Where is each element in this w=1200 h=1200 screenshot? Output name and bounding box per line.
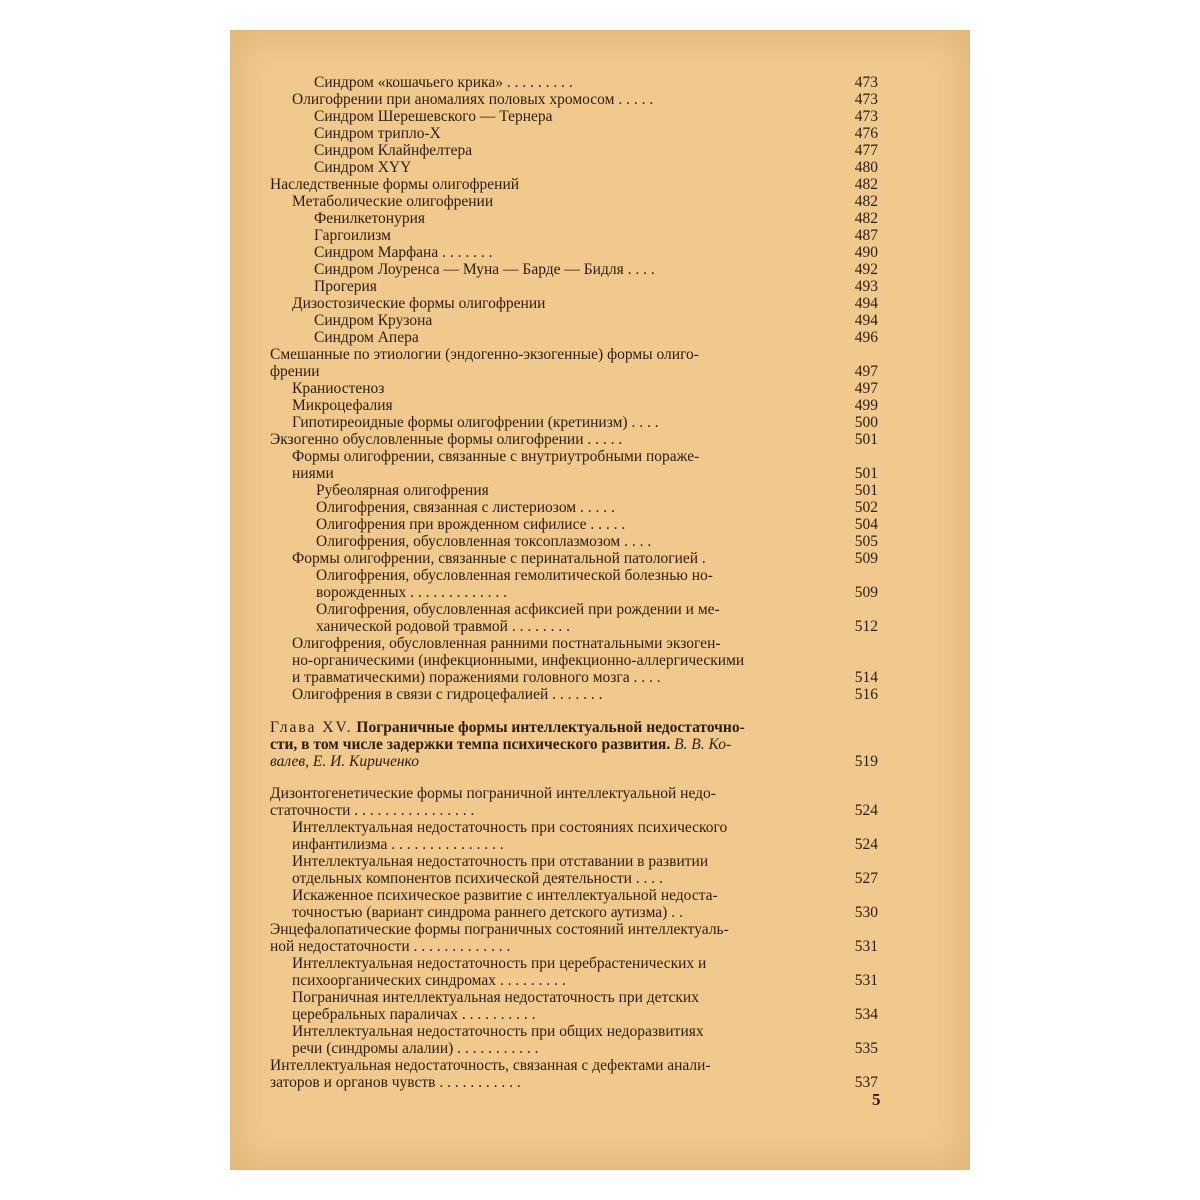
toc-entry (270, 295, 878, 312)
toc-entry (270, 1040, 878, 1057)
toc-entry (270, 74, 878, 91)
toc-entry (270, 686, 878, 703)
toc-entry (270, 397, 878, 414)
toc-entry-title: Олигофрения, обусловленная асфиксией при рождении и ме- (316, 601, 720, 618)
toc-entry-page: 531 (854, 972, 878, 989)
toc-entry-title: Энцефалопатические формы пограничных состояний интеллектуаль- (270, 921, 729, 938)
toc-entry-title: Олигофрения, обусловленная токсоплазмозом . . . . (316, 533, 652, 550)
toc-entry-title: Интеллектуальная недостаточность при отставании в развитии (292, 853, 709, 870)
toc-entry-page: 502 (854, 499, 878, 516)
toc-entry-title: френии (270, 363, 320, 380)
toc-entry (270, 1057, 878, 1074)
toc-entry-title: Олигофрения при врожденном сифилисе . . . . . (316, 516, 626, 533)
toc-entry-title: Синдром Крузона (314, 312, 433, 329)
toc-entry-title: Интеллектуальная недостаточность при церебрастенических и (292, 955, 707, 972)
toc-entry-page: 527 (854, 870, 878, 887)
toc-entry-title: Краниостеноз (292, 380, 385, 397)
toc-entry-title: Гипотиреоидные формы олигофрении (кретинизм) . . . . (292, 414, 659, 431)
toc-entry-title: точностью (вариант синдрома раннего детского аутизма) . . (292, 904, 683, 921)
toc-entry-title: Интеллектуальная недостаточность при состояниях психического (292, 819, 728, 836)
toc-entry-title: Синдром Лоуренса — Муна — Барде — Бидля . . . . (314, 261, 655, 278)
toc-entry (270, 567, 878, 584)
chapter-heading (270, 719, 878, 770)
toc-entry (270, 499, 878, 516)
toc-entry-title: Интеллектуальная недостаточность, связанная с дефектами анали- (270, 1057, 711, 1074)
toc-entry (270, 785, 878, 802)
toc-entry-page: 482 (854, 193, 878, 210)
toc-entry-page: 504 (854, 516, 878, 533)
toc-entry (270, 142, 878, 159)
toc-entry (270, 870, 878, 887)
toc-entry (270, 1006, 878, 1023)
toc-entry-title: ниями (292, 465, 334, 482)
toc-entry-title: Синдром XYY (314, 159, 412, 176)
toc-entry (270, 516, 878, 533)
toc-entry-page: 499 (854, 397, 878, 414)
toc-entry-page: 477 (854, 142, 878, 159)
toc-entry-title: Искаженное психическое развитие с интеллектуальной недоста- (292, 887, 718, 904)
toc-entry (270, 972, 878, 989)
toc-entry-title: Рубеолярная олигофрения (316, 482, 489, 499)
toc-entry (270, 887, 878, 904)
toc-entry-title: Микроцефалия (292, 397, 393, 414)
table-of-contents (270, 74, 878, 1091)
toc-entry (270, 380, 878, 397)
toc-entry (270, 819, 878, 836)
toc-entry-page: 516 (854, 686, 878, 703)
toc-entry-title: Формы олигофрении, связанные с внутриутробными пораже- (292, 448, 700, 465)
toc-entry-title: Синдром Клайнфелтера (314, 142, 473, 159)
toc-entry (270, 853, 878, 870)
toc-entry-page: 487 (854, 227, 878, 244)
toc-entry (270, 159, 878, 176)
toc-entry-title: Олигофрения, связанная с листериозом . . . . . (316, 499, 615, 516)
toc-entry-page: 473 (854, 74, 878, 91)
toc-entry (270, 108, 878, 125)
toc-entry (270, 955, 878, 972)
chapter-title-line1: Пограничные формы интеллектуальной недостаточно- (356, 719, 745, 736)
toc-entry (270, 363, 878, 380)
toc-entry-title: Олигофрения, обусловленная гемолитической болезнью но- (316, 567, 713, 584)
toc-entry-title: ворожденных . . . . . . . . . . . . . (316, 584, 508, 601)
toc-section-borderline (270, 785, 878, 1091)
toc-entry (270, 635, 878, 652)
toc-entry-title: заторов и органов чувств . . . . . . . . . . . (270, 1074, 521, 1091)
toc-entry (270, 261, 878, 278)
toc-entry-page: 497 (854, 380, 878, 397)
toc-entry (270, 176, 878, 193)
toc-entry-page: 493 (854, 278, 878, 295)
toc-entry-page: 476 (854, 125, 878, 142)
chapter-authors-part1: В. В. Ко- (674, 736, 732, 753)
toc-entry-title: психоорганических синдромах . . . . . . . . . (292, 972, 566, 989)
toc-entry-title: Метаболические олигофрении (292, 193, 494, 210)
toc-entry-page: 534 (854, 1006, 878, 1023)
toc-entry-title: ханической родовой травмой . . . . . . . . (316, 618, 570, 635)
toc-entry-title: Пограничная интеллектуальная недостаточность при детских (292, 989, 699, 1006)
toc-entry (270, 91, 878, 108)
toc-entry (270, 921, 878, 938)
toc-entry (270, 550, 878, 567)
toc-entry-title: Олигофрения в связи с гидроцефалией . . . . . . . (292, 686, 603, 703)
toc-entry-title: Олигофрения, обусловленная ранними постнатальными экзоген- (292, 635, 721, 652)
toc-entry-title: и травматическими) поражениями головного мозга . . . . (292, 669, 661, 686)
toc-entry-page: 509 (854, 584, 878, 601)
toc-entry (270, 652, 878, 669)
toc-entry-page: 482 (854, 176, 878, 193)
chapter-label: Глава XV. (270, 719, 353, 736)
toc-entry-title: Олигофрении при аномалиях половых хромосом . . . . . (292, 91, 654, 108)
toc-entry-title: ной недостаточности . . . . . . . . . . . . . (270, 938, 511, 955)
toc-entry-page: 494 (854, 312, 878, 329)
toc-entry-title: Дизонтогенетические формы пограничной интеллектуальной недо- (270, 785, 716, 802)
toc-entry-title: статочности . . . . . . . . . . . . . . . . (270, 802, 475, 819)
toc-entry (270, 210, 878, 227)
chapter-page: 519 (854, 753, 878, 770)
book-page (230, 30, 970, 1170)
toc-entry (270, 448, 878, 465)
toc-entry-page: 501 (854, 431, 878, 448)
toc-entry (270, 414, 878, 431)
toc-entry-page: 501 (854, 482, 878, 499)
toc-entry-title: Фенилкетонурия (314, 210, 426, 227)
toc-entry (270, 278, 878, 295)
toc-entry (270, 431, 878, 448)
toc-entry-title: церебральных параличах . . . . . . . . . . (292, 1006, 536, 1023)
toc-entry-page: 524 (854, 836, 878, 853)
toc-entry-page: 490 (854, 244, 878, 261)
toc-entry (270, 836, 878, 853)
toc-entry-title: Синдром Апера (314, 329, 419, 346)
toc-entry-page: 473 (854, 108, 878, 125)
chapter-title-line2: сти, в том числе задержки темпа психического развития. (270, 736, 671, 753)
toc-entry (270, 1023, 878, 1040)
toc-entry-title: но-органическими (инфекционными, инфекционно-аллергическими (292, 652, 745, 669)
toc-entry-page: 497 (854, 363, 878, 380)
toc-entry-page: 535 (854, 1040, 878, 1057)
toc-entry-title: Интеллектуальная недостаточность при общих недоразвитиях (292, 1023, 704, 1040)
toc-entry (270, 989, 878, 1006)
toc-entry (270, 193, 878, 210)
toc-entry-title: отдельных компонентов психической деятельности . . . . (292, 870, 663, 887)
toc-entry-title: Гаргоилизм (314, 227, 391, 244)
toc-entry-page: 509 (854, 550, 878, 567)
toc-entry-title: Формы олигофрении, связанные с перинатальной патологией . (292, 550, 706, 567)
toc-entry-page: 537 (854, 1074, 878, 1091)
toc-entry-title: Синдром Шерешевского — Тернера (314, 108, 553, 125)
toc-entry-title: Синдром трипло-Х (314, 125, 441, 142)
toc-entry-page: 512 (854, 618, 878, 635)
toc-entry-page: 501 (854, 465, 878, 482)
toc-entry-page: 492 (854, 261, 878, 278)
toc-entry-page: 505 (854, 533, 878, 550)
toc-section-oligophrenia (270, 74, 878, 703)
toc-entry (270, 938, 878, 955)
chapter-authors-part2: валев, Е. И. Кириченко (270, 753, 419, 770)
toc-entry (270, 601, 878, 618)
toc-entry-page: 494 (854, 295, 878, 312)
toc-entry (270, 904, 878, 921)
toc-entry-title: Смешанные по этиологии (эндогенно-экзогенные) формы олиго- (270, 346, 699, 363)
toc-entry-page: 524 (854, 802, 878, 819)
toc-entry-title: Наследственные формы олигофрений (270, 176, 520, 193)
page-number: 5 (872, 1090, 881, 1109)
toc-entry-title: инфантилизма . . . . . . . . . . . . . . . (292, 836, 504, 853)
toc-entry (270, 1074, 878, 1091)
toc-entry (270, 669, 878, 686)
toc-entry (270, 244, 878, 261)
toc-entry-title: речи (синдромы алалии) . . . . . . . . . . . (292, 1040, 539, 1057)
toc-entry-title: Синдром «кошачьего крика» . . . . . . . . . (314, 74, 573, 91)
toc-entry (270, 802, 878, 819)
toc-entry-page: 473 (854, 91, 878, 108)
toc-entry (270, 533, 878, 550)
toc-entry-title: Синдром Марфана . . . . . . . (314, 244, 493, 261)
toc-entry (270, 618, 878, 635)
toc-entry (270, 227, 878, 244)
toc-entry (270, 312, 878, 329)
toc-entry-title: Прогерия (314, 278, 377, 295)
toc-entry (270, 584, 878, 601)
toc-entry-page: 500 (854, 414, 878, 431)
toc-entry-title: Экзогенно обусловленные формы олигофрении . . . . . (270, 431, 623, 448)
toc-entry-page: 496 (854, 329, 878, 346)
toc-entry (270, 329, 878, 346)
toc-entry-page: 482 (854, 210, 878, 227)
toc-entry-page: 530 (854, 904, 878, 921)
toc-entry (270, 346, 878, 363)
toc-entry (270, 125, 878, 142)
toc-entry (270, 465, 878, 482)
toc-entry (270, 482, 878, 499)
toc-entry-page: 531 (854, 938, 878, 955)
toc-entry-page: 514 (854, 669, 878, 686)
toc-entry-page: 480 (854, 159, 878, 176)
toc-entry-title: Дизостозические формы олигофрении (292, 295, 546, 312)
